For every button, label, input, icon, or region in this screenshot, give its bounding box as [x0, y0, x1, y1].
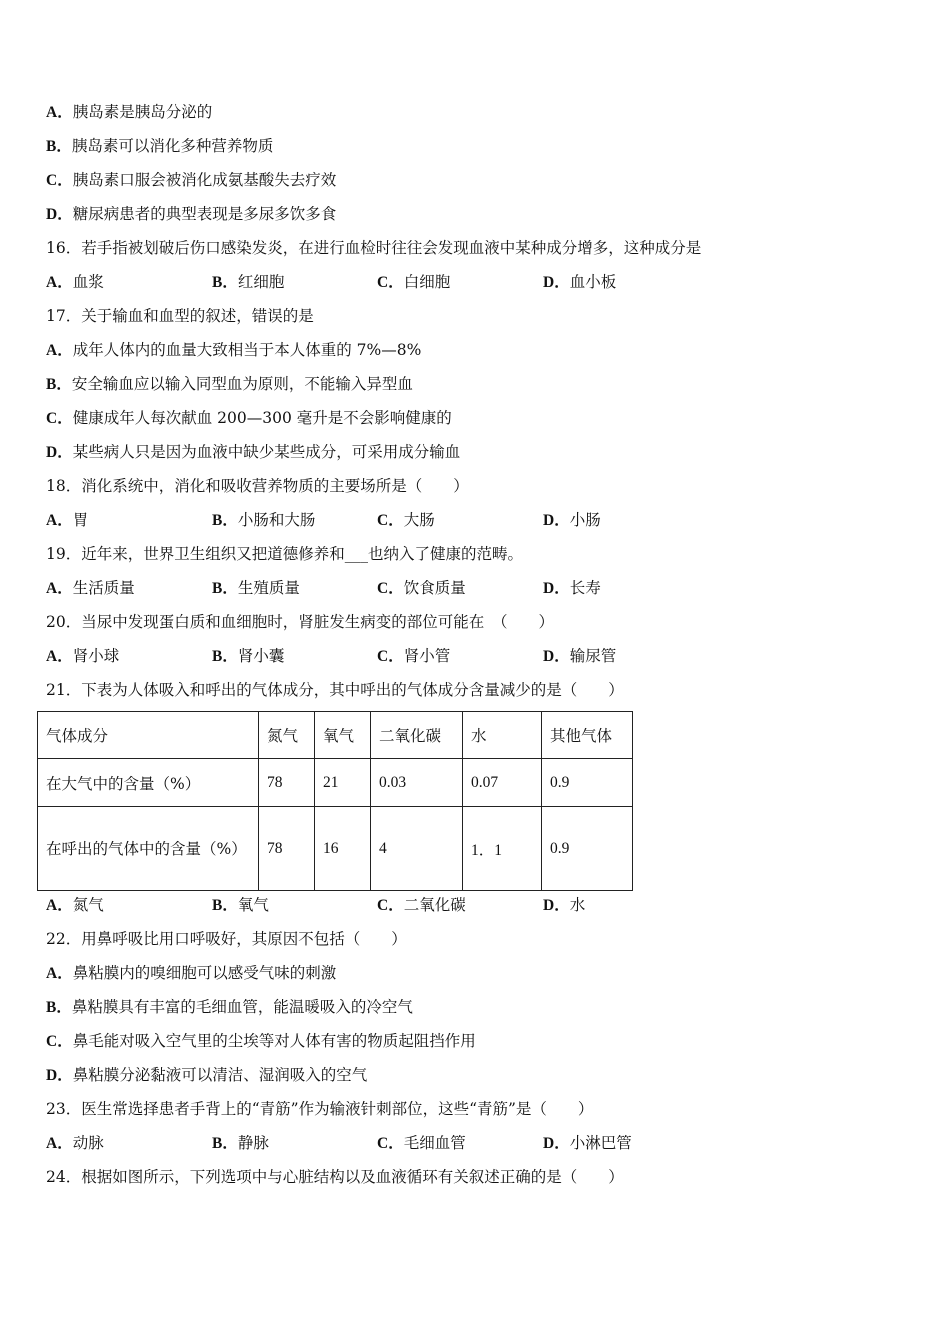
q18-option-b: B．小肠和大肠	[212, 511, 316, 529]
q21-option-a: A．氮气	[46, 896, 104, 914]
table-header-cell: 其他气体	[542, 712, 633, 759]
q23-option-a: A．动脉	[46, 1134, 104, 1152]
table-header-cell: 水	[463, 712, 542, 759]
q19-option-c: C．饮食质量	[377, 579, 466, 597]
q22-option-c: C．鼻毛能对吸入空气里的尘埃等对人体有害的物质起阻挡作用	[46, 1032, 476, 1050]
q20-option-b: B．肾小囊	[212, 647, 285, 665]
table-row	[38, 807, 633, 891]
q21-stem: 21．下表为人体吸入和呼出的气体成分，其中呼出的气体成分含量减少的是（ ）	[46, 681, 624, 699]
q15-option-d: D．糖尿病患者的典型表现是多尿多饮多食	[46, 205, 337, 223]
q19-option-d: D．长寿	[543, 579, 601, 597]
table-cell: 78	[259, 807, 315, 891]
q17-option-d: D．某些病人只是因为血液中缺少某些成分，可采用成分输血	[46, 443, 461, 461]
q17-option-c: C．健康成年人每次献血 200—300 毫升是不会影响健康的	[46, 409, 452, 427]
table-cell: 4	[371, 807, 463, 891]
q23-option-d: D．小淋巴管	[543, 1134, 632, 1152]
q21-option-c: C．二氧化碳	[377, 896, 466, 914]
q15-option-a: A．胰岛素是胰岛分泌的	[46, 103, 213, 121]
q20-option-c: C．肾小管	[377, 647, 451, 665]
table-cell: 0.9	[542, 807, 633, 891]
q19-option-a: A．生活质量	[46, 579, 135, 597]
q23-stem: 23．医生常选择患者手背上的“青筋”作为输液针刺部位，这些“青筋”是（ ）	[46, 1100, 594, 1118]
q20-option-d: D．输尿管	[543, 647, 617, 665]
table-header-cell: 氧气	[315, 712, 371, 759]
q21-option-d: D．水	[543, 896, 586, 914]
q23-option-c: C．毛细血管	[377, 1134, 466, 1152]
table-header-row	[38, 712, 633, 759]
q22-option-a: A．鼻粘膜内的嗅细胞可以感受气味的刺激	[46, 964, 337, 982]
table-cell: 0.07	[463, 759, 542, 807]
q22-option-d: D．鼻粘膜分泌黏液可以清洁、湿润吸入的空气	[46, 1066, 368, 1084]
q22-stem: 22．用鼻呼吸比用口呼吸好，其原因不包括（ ）	[46, 930, 407, 948]
table-cell: 78	[259, 759, 315, 807]
q17-option-a: A．成年人体内的血量大致相当于本人体重的 7%—8%	[46, 341, 422, 359]
q18-option-a: A．胃	[46, 511, 89, 529]
q17-option-b: B．安全输血应以输入同型血为原则，不能输入异型血	[46, 375, 413, 393]
q16-stem: 16．若手指被划破后伤口感染发炎，在进行血检时往往会发现血液中某种成分增多，这种成分是	[46, 239, 702, 257]
table-cell: 在呼出的气体中的含量（%）	[38, 807, 259, 891]
table-cell: 1．1	[463, 807, 542, 891]
q20-stem: 20．当尿中发现蛋白质和血细胞时，肾脏发生病变的部位可能在 （ ）	[46, 613, 554, 631]
q22-option-b: B．鼻粘膜具有丰富的毛细血管，能温暖吸入的冷空气	[46, 998, 413, 1016]
q17-stem: 17．关于输血和血型的叙述，错误的是	[46, 307, 314, 325]
table-cell: 21	[315, 759, 371, 807]
table-cell: 0.03	[371, 759, 463, 807]
q18-option-d: D．小肠	[543, 511, 601, 529]
q15-option-b: B．胰岛素可以消化多种营养物质	[46, 137, 274, 155]
q23-option-b: B．静脉	[212, 1134, 269, 1152]
table-header-cell: 二氧化碳	[371, 712, 463, 759]
q21-option-b: B．氧气	[212, 896, 269, 914]
q18-option-c: C．大肠	[377, 511, 435, 529]
gas-composition-table	[37, 711, 633, 891]
table-cell: 在大气中的含量（%）	[38, 759, 259, 807]
q16-option-d: D．血小板	[543, 273, 617, 291]
q16-option-b: B．红细胞	[212, 273, 285, 291]
q20-option-a: A．肾小球	[46, 647, 120, 665]
q24-stem: 24．根据如图所示，下列选项中与心脏结构以及血液循环有关叙述正确的是（ ）	[46, 1168, 624, 1186]
table-header-cell: 气体成分	[38, 712, 259, 759]
q18-stem: 18．消化系统中，消化和吸收营养物质的主要场所是（ ）	[46, 477, 469, 495]
table-header-cell: 氮气	[259, 712, 315, 759]
table-cell: 16	[315, 807, 371, 891]
q16-option-a: A．血浆	[46, 273, 104, 291]
q15-option-c: C．胰岛素口服会被消化成氨基酸失去疗效	[46, 171, 337, 189]
table-cell: 0.9	[542, 759, 633, 807]
q16-option-c: C．白细胞	[377, 273, 451, 291]
q19-stem: 19．近年来，世界卫生组织又把道德修养和___也纳入了健康的范畴。	[46, 545, 523, 563]
table-row	[38, 759, 633, 807]
q19-option-b: B．生殖质量	[212, 579, 300, 597]
